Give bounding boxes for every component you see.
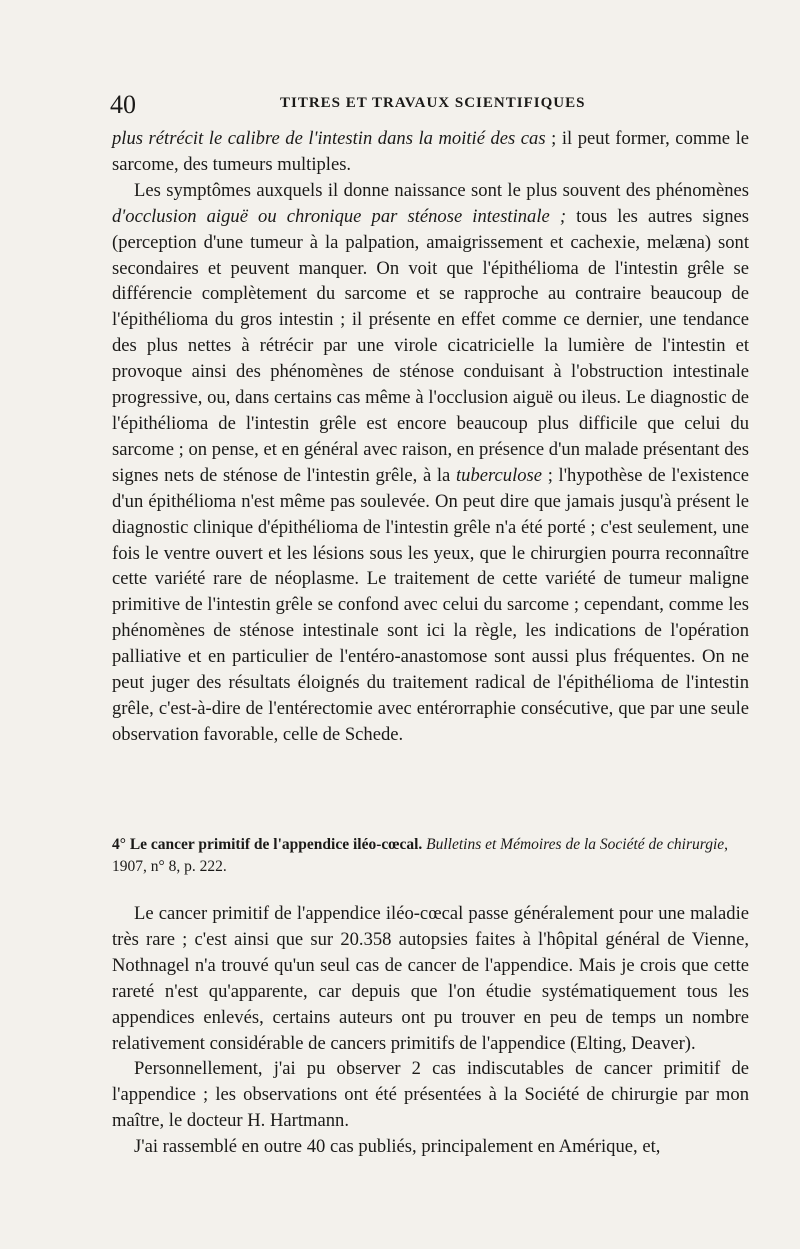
text-block-continued xyxy=(112,126,749,748)
text-run: Les symptômes auxquels il donne naissance sont le plus souvent des phénomènes xyxy=(134,179,749,201)
text-run: ; il peut former, comme le sarcome, des tumeurs multiples. xyxy=(112,128,749,175)
paragraph: J'ai rassemblé en outre 40 cas publiés, principalement en Amérique, et, xyxy=(134,1136,661,1158)
paragraph xyxy=(112,126,749,178)
paragraph: Personnellement, j'ai pu observer 2 cas indiscutables de cancer primitif de l'appendice ; les observations ont été présentées à la Société de chirurgie par mon maître, le docteur H. Hartmann. xyxy=(112,1058,749,1132)
running-title: TITRES ET TRAVAUX SCIENTIFIQUES xyxy=(280,95,586,111)
section-title: Le cancer primitif de l'appendice iléo-cœcal. xyxy=(129,836,423,853)
text-block-section xyxy=(112,901,749,1160)
section-heading xyxy=(112,834,749,878)
italic-phrase: d'occlusion aiguë ou chronique par sténose intestinale ; xyxy=(112,205,567,227)
italic-phrase: plus rétrécit le calibre de l'intestin dans la moitié des cas xyxy=(112,128,546,149)
text-run: ; l'hypothèse de l'existence d'un épithélioma n'est même pas soulevée. On peut dire que jamais jusqu'à présent le diagnostic clinique d'épithélioma de l'intestin grêle n'a été porté ; c'est seulement, une fois le ventre ouvert et les lésions sous les yeux, que le chirurgien pourra reconnaître cette variété rare de néoplasme. Le traitement de cette variété de tumeur maligne primitive de l'intestin grêle se confond avec celui du sarcome ; cependant, comme les phénomènes de sténose intestinale sont ici la règle, les indications de l'opération palliative et en particulier de l'entéro-anastomose sont aussi plus fréquentes. On ne peut juger des résultats éloignés du traitement radical de l'épithélioma de l'intestin grêle, c'est-à-dire de l'entérectomie avec entérorraphie consécutive, que par une seule observation favorable, celle de Schede. xyxy=(112,464,750,745)
text-run: tous les autres signes (perception d'une tumeur à la palpation, amaigrissement et cachexie, melæna) sont secondaires et peuvent manquer. On voit que l'épithélioma de l'intestin grêle se différencie complètement du sarcome et se rapproche au contraire beaucoup de l'épithélioma du gros intestin ; il présente en effet comme ce dernier, une tendance des plus nettes à rétrécir par une virole cicatricielle la lumière de l'intestin et provoque ainsi des phénomènes de sténose conduisant à l'obstruction intestinale progressive, ou, dans certains cas même à l'occlusion aiguë ou ileus. Le diagnostic de l'épithélioma de l'intestin grêle est encore beaucoup plus difficile que celui du sarcome ; on pense, et en général avec raison, en présence d'un malade présentant des signes nets de sténose de l'intestin grêle, à la xyxy=(112,205,749,486)
section-number: 4° xyxy=(112,836,126,853)
citation-details: , 1907, n° 8, p. 222. xyxy=(112,836,729,875)
citation-journal: Bulletins et Mémoires de la Société de chirurgie xyxy=(426,836,725,853)
paragraph: Le cancer primitif de l'appendice iléo-cœcal passe généralement pour une maladie très rare ; c'est ainsi que sur 20.358 autopsies faites à l'hôpital général de Vienne, Nothnagel n'a trouvé qu'un seul cas de cancer de l'appendice. Mais je crois que cette rareté n'est qu'apparente, car depuis que l'on étudie systématiquement tous les appendices enlevés, certains auteurs ont pu trouver en peu de temps un nombre relativement considérable de cancers primitifs de l'appendice (Elting, Deaver). xyxy=(112,903,749,1054)
paragraph xyxy=(112,178,749,748)
page-number: 40 xyxy=(110,90,136,119)
italic-phrase: tuberculose xyxy=(455,464,543,486)
